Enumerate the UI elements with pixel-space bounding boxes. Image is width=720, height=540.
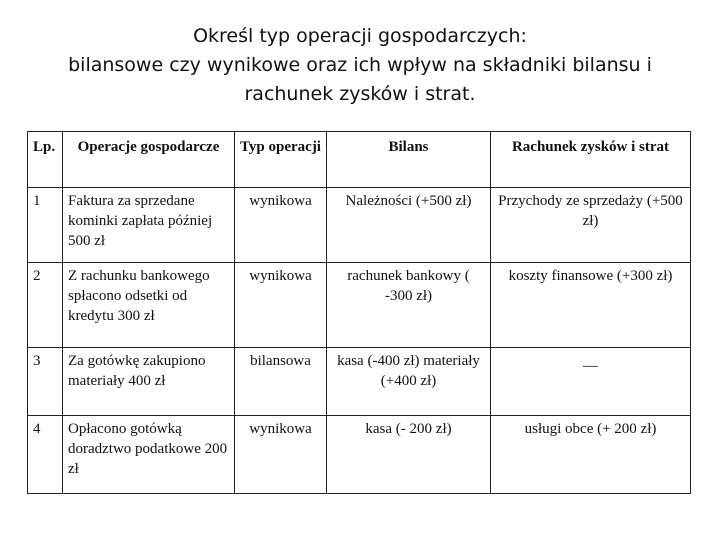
cell-lp: 1: [28, 188, 63, 263]
cell-lp: 3: [28, 348, 63, 416]
header-operacje: Operacje gospodarcze: [63, 132, 235, 188]
cell-bilans: kasa (- 200 zł): [327, 416, 491, 494]
cell-bilans: rachunek bankowy ( -300 zł): [327, 263, 491, 348]
table-header-row: [28, 132, 691, 188]
title-line-2: bilansowe czy wynikowe oraz ich wpływ na składniki bilansu i: [68, 54, 652, 76]
table-row: [28, 263, 691, 348]
cell-rachunek: koszty finansowe (+300 zł): [491, 263, 691, 348]
header-lp: Lp.: [28, 132, 63, 188]
cell-lp: 4: [28, 416, 63, 494]
cell-bilans: Należności (+500 zł): [327, 188, 491, 263]
cell-operacja: Opłacono gotówką doradztwo podatkowe 200 zł: [63, 416, 235, 494]
slide-title: [40, 22, 680, 109]
cell-operacja: Za gotówkę zakupiono materiały 400 zł: [63, 348, 235, 416]
cell-typ: bilansowa: [235, 348, 327, 416]
cell-rachunek: usługi obce (+ 200 zł): [491, 416, 691, 494]
header-bilans: Bilans: [327, 132, 491, 188]
header-rachunek: Rachunek zysków i strat: [491, 132, 691, 188]
header-typ: Typ operacji: [235, 132, 327, 188]
cell-typ: wynikowa: [235, 416, 327, 494]
cell-bilans: kasa (-400 zł) materiały (+400 zł): [327, 348, 491, 416]
cell-typ: wynikowa: [235, 188, 327, 263]
table-row: [28, 348, 691, 416]
table-row: [28, 416, 691, 494]
cell-typ: wynikowa: [235, 263, 327, 348]
table-row: [28, 188, 691, 263]
cell-operacja: Faktura za sprzedane kominki zapłata później 500 zł: [63, 188, 235, 263]
title-line-3: rachunek zysków i strat.: [244, 83, 476, 105]
cell-rachunek: Przychody ze sprzedaży (+500 zł): [491, 188, 691, 263]
cell-rachunek: __: [491, 348, 691, 416]
operations-table: [27, 131, 691, 494]
title-line-1: Określ typ operacji gospodarczych:: [193, 25, 527, 47]
cell-operacja: Z rachunku bankowego spłacono odsetki od kredytu 300 zł: [63, 263, 235, 348]
cell-lp: 2: [28, 263, 63, 348]
